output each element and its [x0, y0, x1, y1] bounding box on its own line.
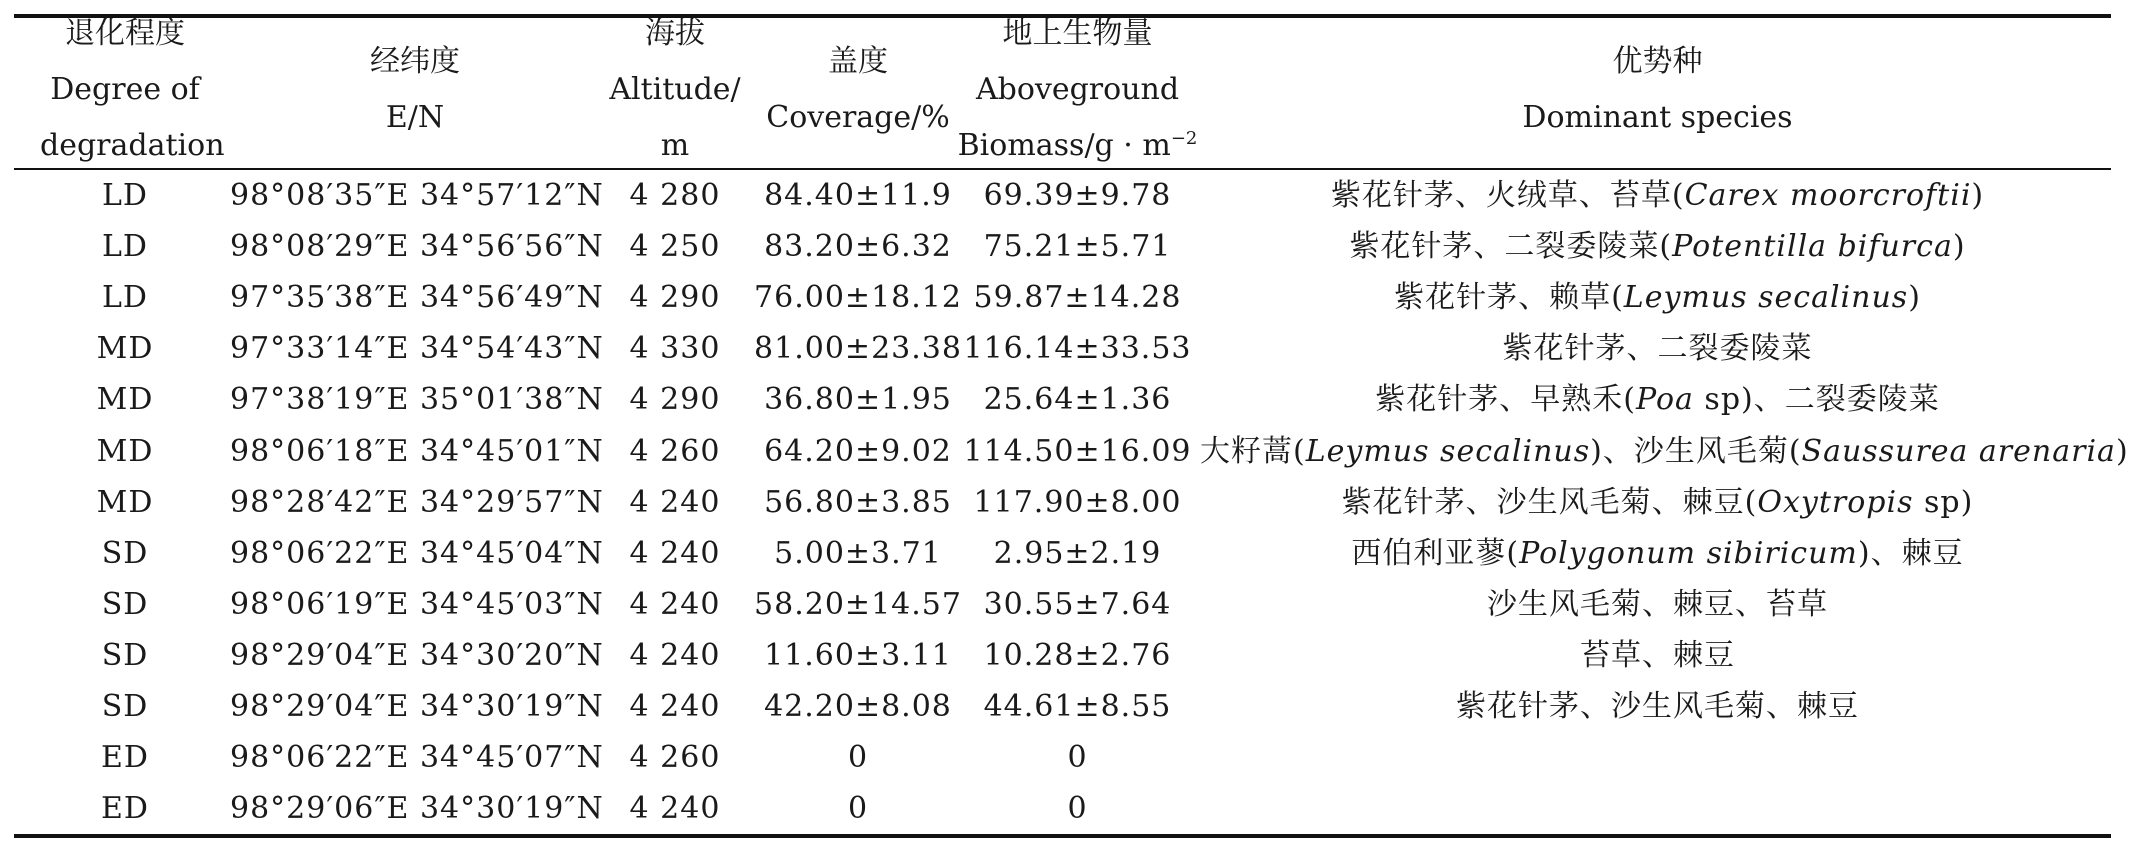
- header-coverage-en: Coverage/%: [766, 100, 950, 135]
- species-text: 大籽蒿(: [1200, 433, 1306, 469]
- cell-coverage: 0: [847, 791, 869, 827]
- cell-degree: SD: [101, 689, 149, 724]
- cell-altitude: 4 240: [629, 535, 721, 571]
- table-row: [0, 221, 2123, 273]
- species-text: ): [2115, 433, 2129, 469]
- cell-biomass: 116.14±33.53: [963, 331, 1192, 367]
- cell-biomass: 69.39±9.78: [983, 178, 1172, 213]
- species-text: 紫花针茅、火绒草、苔草(: [1330, 178, 1685, 213]
- cell-coords: 98°29′04″E 34°30′19″N: [230, 689, 604, 724]
- species-text: 苔草、棘豆: [1580, 637, 1735, 673]
- cell-degree: LD: [102, 178, 148, 213]
- header-biomass-en1: Aboveground: [975, 72, 1180, 107]
- cell-altitude: 4 240: [629, 484, 721, 520]
- cell-altitude: 4 290: [629, 280, 721, 316]
- cell-coords: 98°08′35″E 34°57′12″N: [230, 178, 604, 213]
- header-altitude: [600, 6, 750, 174]
- cell-dominant: [1200, 426, 2129, 478]
- cell-altitude: 4 280: [629, 178, 721, 213]
- header-coords-en: E/N: [385, 100, 445, 135]
- cell-coverage: 76.00±18.12: [754, 280, 962, 316]
- cell-degree: MD: [96, 433, 154, 469]
- cell-altitude: 4 240: [629, 689, 721, 724]
- cell-coords: 97°33′14″E 34°54′43″N: [230, 331, 604, 367]
- cell-coords: 98°06′19″E 34°45′03″N: [230, 586, 604, 622]
- cell-coords: 98°08′29″E 34°56′56″N: [230, 229, 604, 265]
- cell-degree: MD: [96, 331, 154, 367]
- species-latin-name: Oxytropis: [1757, 484, 1914, 520]
- cell-biomass: 10.28±2.76: [983, 637, 1172, 673]
- cell-degree: LD: [102, 280, 148, 316]
- header-degree-en1: Degree of: [50, 72, 200, 107]
- species-latin-name: Carex moorcroftii: [1684, 178, 1972, 213]
- species-text: ): [1908, 280, 1921, 316]
- cell-coords: 97°38′19″E 35°01′38″N: [230, 382, 604, 418]
- cell-coverage: 56.80±3.85: [764, 484, 952, 520]
- cell-coords: 98°28′42″E 34°29′57″N: [230, 484, 604, 520]
- table-row: [0, 528, 2123, 580]
- header-degree-zh: 退化程度: [65, 16, 185, 51]
- cell-altitude: 4 330: [629, 331, 721, 367]
- cell-altitude: 4 260: [629, 740, 721, 776]
- cell-altitude: 4 290: [629, 382, 721, 418]
- species-text: 紫花针茅、早熟禾(: [1375, 382, 1636, 418]
- cell-dominant: [1200, 630, 2115, 682]
- cell-coverage: 5.00±3.71: [774, 535, 942, 571]
- cell-coords: 97°35′38″E 34°56′49″N: [230, 280, 604, 316]
- table-row: [0, 579, 2123, 631]
- species-text: 紫花针茅、沙生风毛菊、棘豆(: [1341, 484, 1758, 520]
- species-text: 西伯利亚蓼(: [1351, 535, 1520, 571]
- species-text: 紫花针茅、沙生风毛菊、棘豆: [1456, 689, 1859, 724]
- cell-altitude: 4 250: [629, 229, 721, 265]
- cell-dominant: [1200, 323, 2115, 375]
- species-text: sp)、二裂委陵菜: [1693, 382, 1940, 418]
- cell-dominant: [1200, 681, 2115, 733]
- cell-coords: 98°06′18″E 34°45′01″N: [230, 433, 604, 469]
- species-text: ): [1952, 229, 1966, 265]
- header-altitude-zh: 海拔: [645, 16, 705, 51]
- species-latin-name: Polygonum sibiricum: [1519, 535, 1858, 571]
- cell-dominant: [1200, 732, 2115, 784]
- cell-dominant: [1200, 272, 2115, 324]
- species-text: ): [1971, 178, 1985, 213]
- species-text: 沙生风毛菊、棘豆、苔草: [1487, 586, 1828, 622]
- cell-biomass: 2.95±2.19: [993, 535, 1162, 571]
- cell-coverage: 42.20±8.08: [764, 689, 952, 724]
- cell-biomass: 0: [1067, 740, 1088, 776]
- header-dominant-en: Dominant species: [1522, 100, 1793, 135]
- table-bottom-rule: [14, 834, 2111, 838]
- cell-coverage: 0: [847, 740, 869, 776]
- species-latin-name: Potentilla bifurca: [1672, 229, 1953, 265]
- cell-degree: SD: [101, 535, 149, 571]
- header-biomass-zh: 地上生物量: [1002, 16, 1153, 51]
- header-altitude-en: Altitude/: [609, 72, 741, 107]
- table-row: [0, 323, 2123, 375]
- species-latin-name: Leymus secalinus: [1623, 280, 1909, 316]
- header-biomass-exponent: −2: [1170, 128, 1198, 149]
- cell-biomass: 30.55±7.64: [983, 586, 1172, 622]
- species-latin-name: Saussurea arenaria: [1801, 433, 2116, 469]
- cell-biomass: 0: [1067, 791, 1088, 827]
- cell-coords: 98°06′22″E 34°45′07″N: [230, 740, 604, 776]
- cell-degree: MD: [96, 382, 154, 418]
- cell-dominant: [1200, 221, 2115, 273]
- cell-altitude: 4 240: [629, 586, 721, 622]
- cell-coverage: 81.00±23.38: [754, 331, 962, 367]
- cell-degree: LD: [102, 229, 148, 265]
- table-row: [0, 374, 2123, 426]
- table-row: [0, 630, 2123, 682]
- header-biomass-unit: Biomass/g · m: [957, 128, 1171, 163]
- cell-dominant: [1200, 170, 2115, 222]
- species-text: 紫花针茅、二裂委陵菜: [1502, 331, 1813, 367]
- species-latin-name: Leymus secalinus: [1305, 433, 1591, 469]
- header-biomass: [955, 6, 1200, 174]
- species-latin-name: Poa: [1635, 382, 1694, 418]
- cell-dominant: [1200, 579, 2115, 631]
- cell-degree: SD: [101, 637, 149, 673]
- cell-coverage: 64.20±9.02: [764, 433, 952, 469]
- table-row: [0, 170, 2123, 222]
- cell-degree: ED: [101, 791, 149, 827]
- cell-altitude: 4 240: [629, 637, 721, 673]
- header-altitude-unit: m: [660, 128, 690, 163]
- table-row: [0, 732, 2123, 784]
- species-text: 紫花针茅、赖草(: [1394, 280, 1624, 316]
- species-text: )、沙生风毛菊(: [1590, 433, 1802, 469]
- cell-dominant: [1200, 528, 2115, 580]
- cell-coverage: 84.40±11.9: [764, 178, 952, 213]
- table-row: [0, 426, 2129, 478]
- species-text: 紫花针茅、二裂委陵菜(: [1349, 229, 1673, 265]
- header-dominant-zh: 优势种: [1612, 44, 1703, 79]
- species-text: )、棘豆: [1857, 535, 1964, 571]
- cell-degree: ED: [101, 740, 149, 776]
- table-row: [0, 681, 2123, 733]
- cell-coverage: 83.20±6.32: [764, 229, 952, 265]
- table-row: [0, 783, 2123, 835]
- cell-dominant: [1200, 477, 2115, 529]
- cell-coverage: 11.60±3.11: [764, 637, 952, 673]
- cell-coords: 98°06′22″E 34°45′04″N: [230, 535, 604, 571]
- cell-degree: MD: [96, 484, 154, 520]
- cell-coverage: 36.80±1.95: [764, 382, 952, 418]
- cell-biomass: 117.90±8.00: [973, 484, 1182, 520]
- header-coords: [230, 34, 600, 146]
- cell-coverage: 58.20±14.57: [754, 586, 962, 622]
- table-row: [0, 477, 2123, 529]
- header-dominant: [1200, 34, 2115, 146]
- cell-dominant: [1200, 374, 2115, 426]
- cell-degree: SD: [101, 586, 149, 622]
- header-degree-en2: degradation: [40, 128, 225, 163]
- cell-dominant: [1200, 783, 2115, 835]
- cell-altitude: 4 240: [629, 791, 721, 827]
- cell-altitude: 4 260: [629, 433, 721, 469]
- header-coverage: [748, 34, 968, 146]
- species-text: sp): [1913, 484, 1974, 520]
- cell-biomass: 114.50±16.09: [963, 433, 1192, 469]
- cell-biomass: 25.64±1.36: [983, 382, 1172, 418]
- header-biomass-en2: [955, 118, 1200, 174]
- header-coords-zh: 经纬度: [370, 44, 460, 79]
- table-row: [0, 272, 2123, 324]
- cell-biomass: 75.21±5.71: [983, 229, 1172, 265]
- cell-coords: 98°29′06″E 34°30′19″N: [230, 791, 604, 827]
- cell-coords: 98°29′04″E 34°30′20″N: [230, 637, 604, 673]
- cell-biomass: 44.61±8.55: [983, 689, 1172, 724]
- cell-biomass: 59.87±14.28: [973, 280, 1182, 316]
- header-coverage-zh: 盖度: [828, 44, 888, 79]
- header-degree: [40, 6, 225, 174]
